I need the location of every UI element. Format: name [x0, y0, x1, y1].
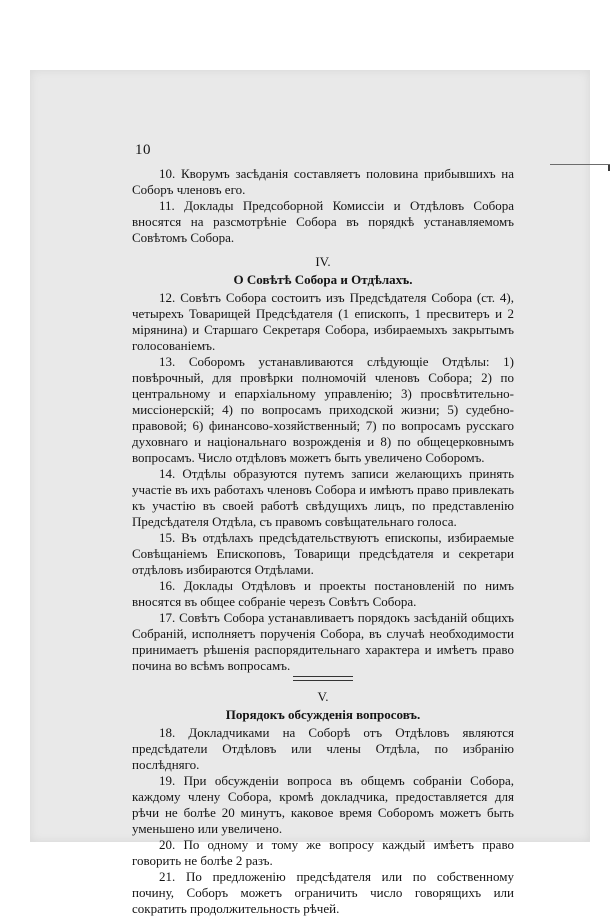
scan-artifact-line — [550, 164, 610, 165]
paragraph-10: 10. Кворумъ засѣданія составляетъ половина прибывшихъ на Соборъ членовъ его. — [132, 166, 514, 197]
paragraph-14: 14. Отдѣлы образуются путемъ записи желающихъ принять участіе въ ихъ работахъ членовъ Собора и имѣютъ право привлекать къ участію въ своей работѣ свѣдущихъ лицъ, по представленію Предсѣдателя Отдѣла, съ правомъ совѣщательнаго голоса. — [132, 466, 514, 529]
section-number-v: V. — [317, 689, 329, 704]
section-divider — [293, 676, 353, 681]
section-heading-discussion: Порядокъ обсужденія вопросовъ. — [225, 707, 421, 722]
scan-artifact-mark — [608, 165, 610, 171]
document-body — [132, 166, 514, 917]
section-number-iv: IV. — [315, 254, 331, 269]
page-number: 10 — [135, 142, 151, 158]
paragraph-15: 15. Въ отдѣлахъ предсѣдательствуютъ епископы, избираемые Совѣщаніемъ Епископовъ, Товарищи предсѣдателя и секретари отдѣловъ избираются Отдѣлами. — [132, 530, 514, 577]
paragraph-13: 13. Соборомъ устанавливаются слѣдующіе Отдѣлы: 1) повѣрочный, для провѣрки полномочій членовъ Собора; 2) по центральному и епархіальному управленію; 3) просвѣтительно-миссіонерскій; 4) по вопросамъ приходской жизни; 5) судебно-правовой; 6) финансово-хозяйственный; 7) по вопросамъ русскаго духовнаго и національнаго возрожденія и 8) по общецерковнымъ вопросамъ. Число отдѣловъ можетъ быть увеличено Соборомъ. — [132, 354, 514, 465]
paragraph-19: 19. При обсужденіи вопроса въ общемъ собраніи Собора, каждому члену Собора, кромѣ докладчика, предоставляется для рѣчи не болѣе 20 минутъ, каковое время Соборомъ можетъ быть уменьшено или увеличено. — [132, 773, 514, 836]
paragraph-11: 11. Доклады Предсоборной Комиссіи и Отдѣловъ Собора вносятся на разсмотрѣніе Собора въ порядкѣ устанавляемомъ Совѣтомъ Собора. — [132, 198, 514, 245]
paragraph-12: 12. Совѣтъ Собора состоитъ изъ Предсѣдателя Собора (ст. 4), четырехъ Товарищей Предсѣдателя (1 епископъ, 1 пресвитеръ и 2 мірянина) и Старшаго Секретаря Собора, избираемыхъ закрытымъ голосованіемъ. — [132, 290, 514, 353]
section-heading-council: О Совѣтѣ Собора и Отдѣлахъ. — [233, 272, 413, 287]
paragraph-17: 17. Совѣтъ Собора устанавливаетъ порядокъ засѣданій общихъ Собраній, исполняетъ порученія Собора, въ случаѣ необходимости принимаетъ рѣшенія распорядительнаго характера и имѣетъ право почина во всѣмъ вопросамъ. — [132, 610, 514, 673]
paragraph-20: 20. По одному и тому же вопросу каждый имѣетъ право говорить не болѣе 2 разъ. — [132, 837, 514, 868]
paragraph-21: 21. По предложенію предсѣдателя или по собственному почину, Соборъ можетъ ограничить число говорящихъ или сократить продолжительность рѣчей. — [132, 869, 514, 916]
paragraph-16: 16. Доклады Отдѣловъ и проекты постановленій по нимъ вносятся въ общее собраніе черезъ Совѣтъ Собора. — [132, 578, 514, 609]
paragraph-18: 18. Докладчиками на Соборѣ отъ Отдѣловъ являются предсѣдатели Отдѣловъ или члены Отдѣла, по избранію послѣдняго. — [132, 725, 514, 772]
